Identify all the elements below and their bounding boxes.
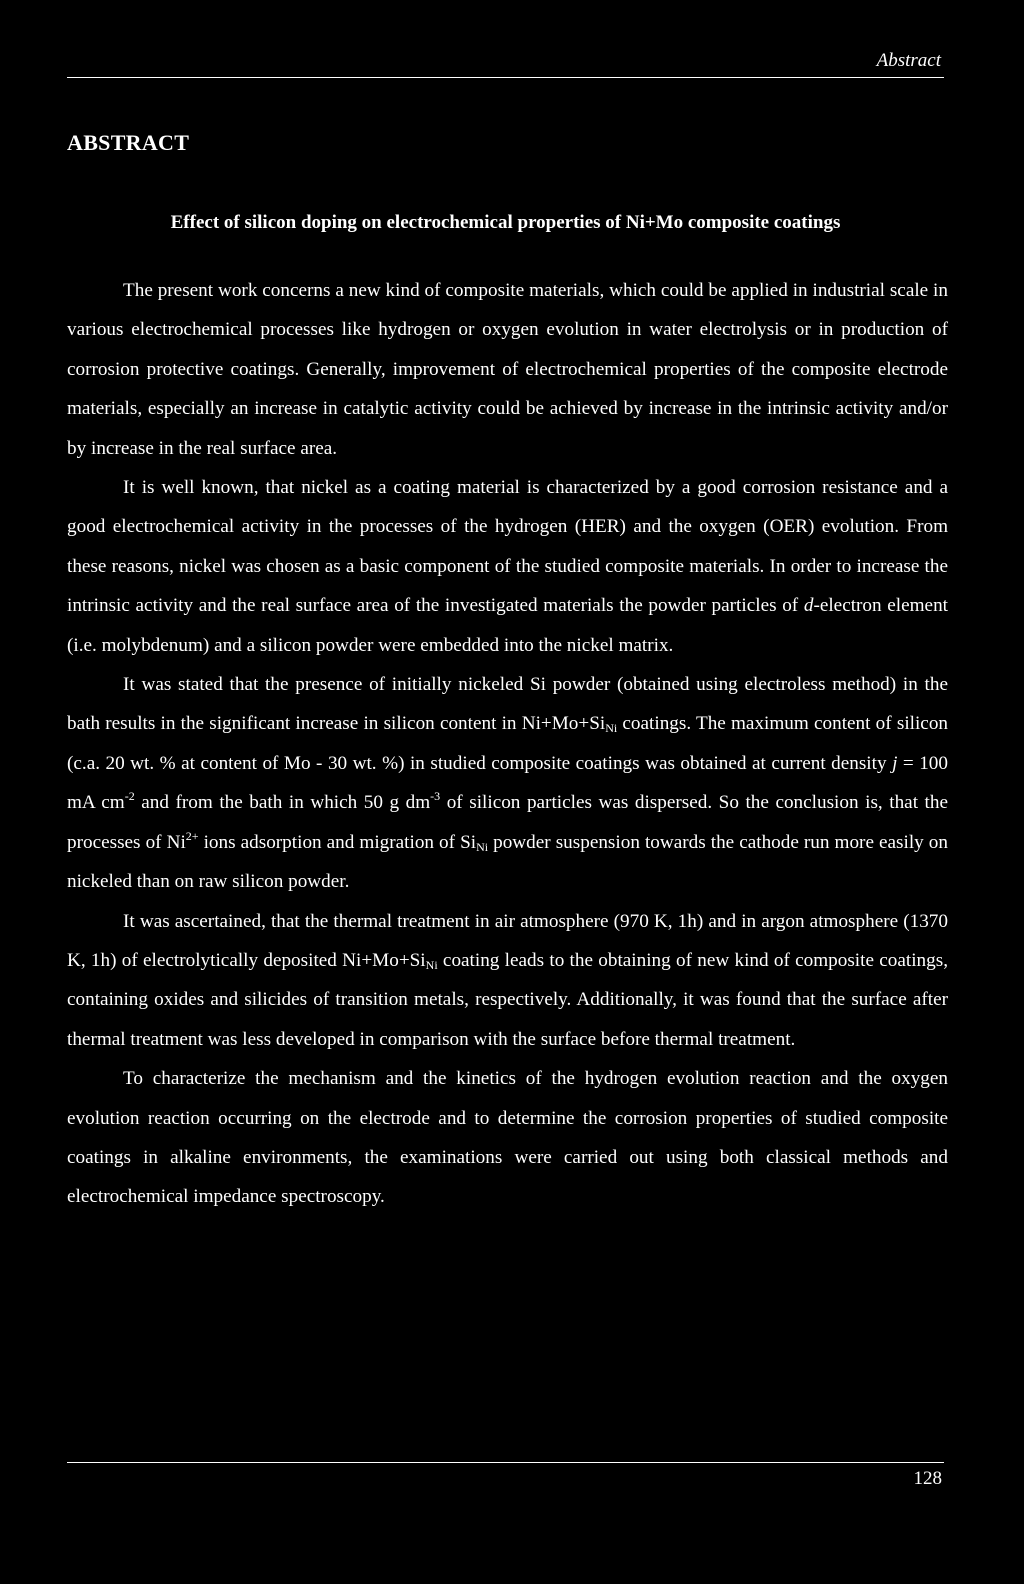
page-number: 128 <box>913 1468 942 1489</box>
running-header: Abstract <box>876 50 941 71</box>
paragraph-3-part5: of silicon particles was dispersed. So the conclusion is, that the processes of Ni <box>67 792 949 853</box>
paragraph-3-part4: and from the bath in which 50 g dm <box>134 792 431 814</box>
italic-j-symbol: j <box>892 752 898 774</box>
subscript-ni: Ni <box>605 721 618 736</box>
paragraph-4-part1: It was ascertained, that the thermal treatment in air atmosphere (970 K, 1h) and in argon atmosphere (1370 K, 1h) of electrolytically deposited Ni+Mo+Si <box>67 910 948 971</box>
footer-rule <box>67 1462 944 1463</box>
paragraph-3 <box>67 665 948 901</box>
paragraph-3-part6: ions adsorption and migration of Si <box>198 831 477 853</box>
superscript-minus-3: -3 <box>430 789 441 804</box>
superscript-2-plus: 2+ <box>185 828 199 843</box>
paragraph-2 <box>67 468 948 665</box>
paper-title: Effect of silicon doping on electrochemical properties of Ni+Mo composite coatings <box>170 212 841 233</box>
paragraph-4-part2: coating leads to the obtaining of new kind of composite coatings, containing oxides and silicides of transition metals, respectively. Additionally, it was found that the surface after thermal treatment was less developed in comparison with the surface before thermal treatment. <box>67 949 948 1050</box>
paragraph-2-part2: -electron element (i.e. molybdenum) and a silicon powder were embedded into the nickel matrix. <box>67 595 948 656</box>
paragraph-3-part3: = 100 mA cm <box>67 752 948 814</box>
paragraph-2-part1: It is well known, that nickel as a coating material is characterized by a good corrosion resistance and a good electrochemical activity in the processes of the hydrogen (HER) and the oxygen (OER) evolution. From these reasons, nickel was chosen as a basic component of the studied composite materials. In order to increase the intrinsic activity and the real surface area of the investigated materials the powder particles of <box>67 477 948 617</box>
header-rule <box>67 77 944 78</box>
paragraph-1: The present work concerns a new kind of composite materials, which could be applied in industrial scale in various electrochemical processes like hydrogen or oxygen evolution in water electrolysis or in production of corrosion protective coatings. Generally, improvement of electrochemical properties of the composite electrode materials, especially an increase in catalytic activity could be achieved by increase in the intrinsic activity and/or by increase in the real surface area. <box>67 280 948 459</box>
abstract-body <box>67 271 948 1217</box>
paragraph-4 <box>67 902 948 1060</box>
paragraph-3-part2: coatings. The maximum content of silicon (c.a. 20 wt. % at content of Mo - 30 wt. %) in studied composite coatings was obtained at current density <box>67 713 949 774</box>
subscript-ni: Ni <box>425 957 438 972</box>
paragraph-3-part7: powder suspension towards the cathode run more easily on nickeled than on raw silicon powder. <box>67 831 948 893</box>
subscript-ni: Ni <box>476 839 489 854</box>
section-heading: ABSTRACT <box>67 130 190 155</box>
paragraph-5: To characterize the mechanism and the kinetics of the hydrogen evolution reaction and the oxygen evolution reaction occurring on the electrode and to determine the corrosion properties of studied composite coatings in alkaline environments, the examinations were carried out using both classical methods and electrochemical impedance spectroscopy. <box>67 1068 948 1208</box>
superscript-minus-2: -2 <box>124 789 135 804</box>
paragraph-3-part1: It was stated that the presence of initially nickeled Si powder (obtained using electroless method) in the bath results in the significant increase in silicon content in Ni+Mo+Si <box>67 674 948 735</box>
italic-d-symbol: d <box>803 595 814 617</box>
